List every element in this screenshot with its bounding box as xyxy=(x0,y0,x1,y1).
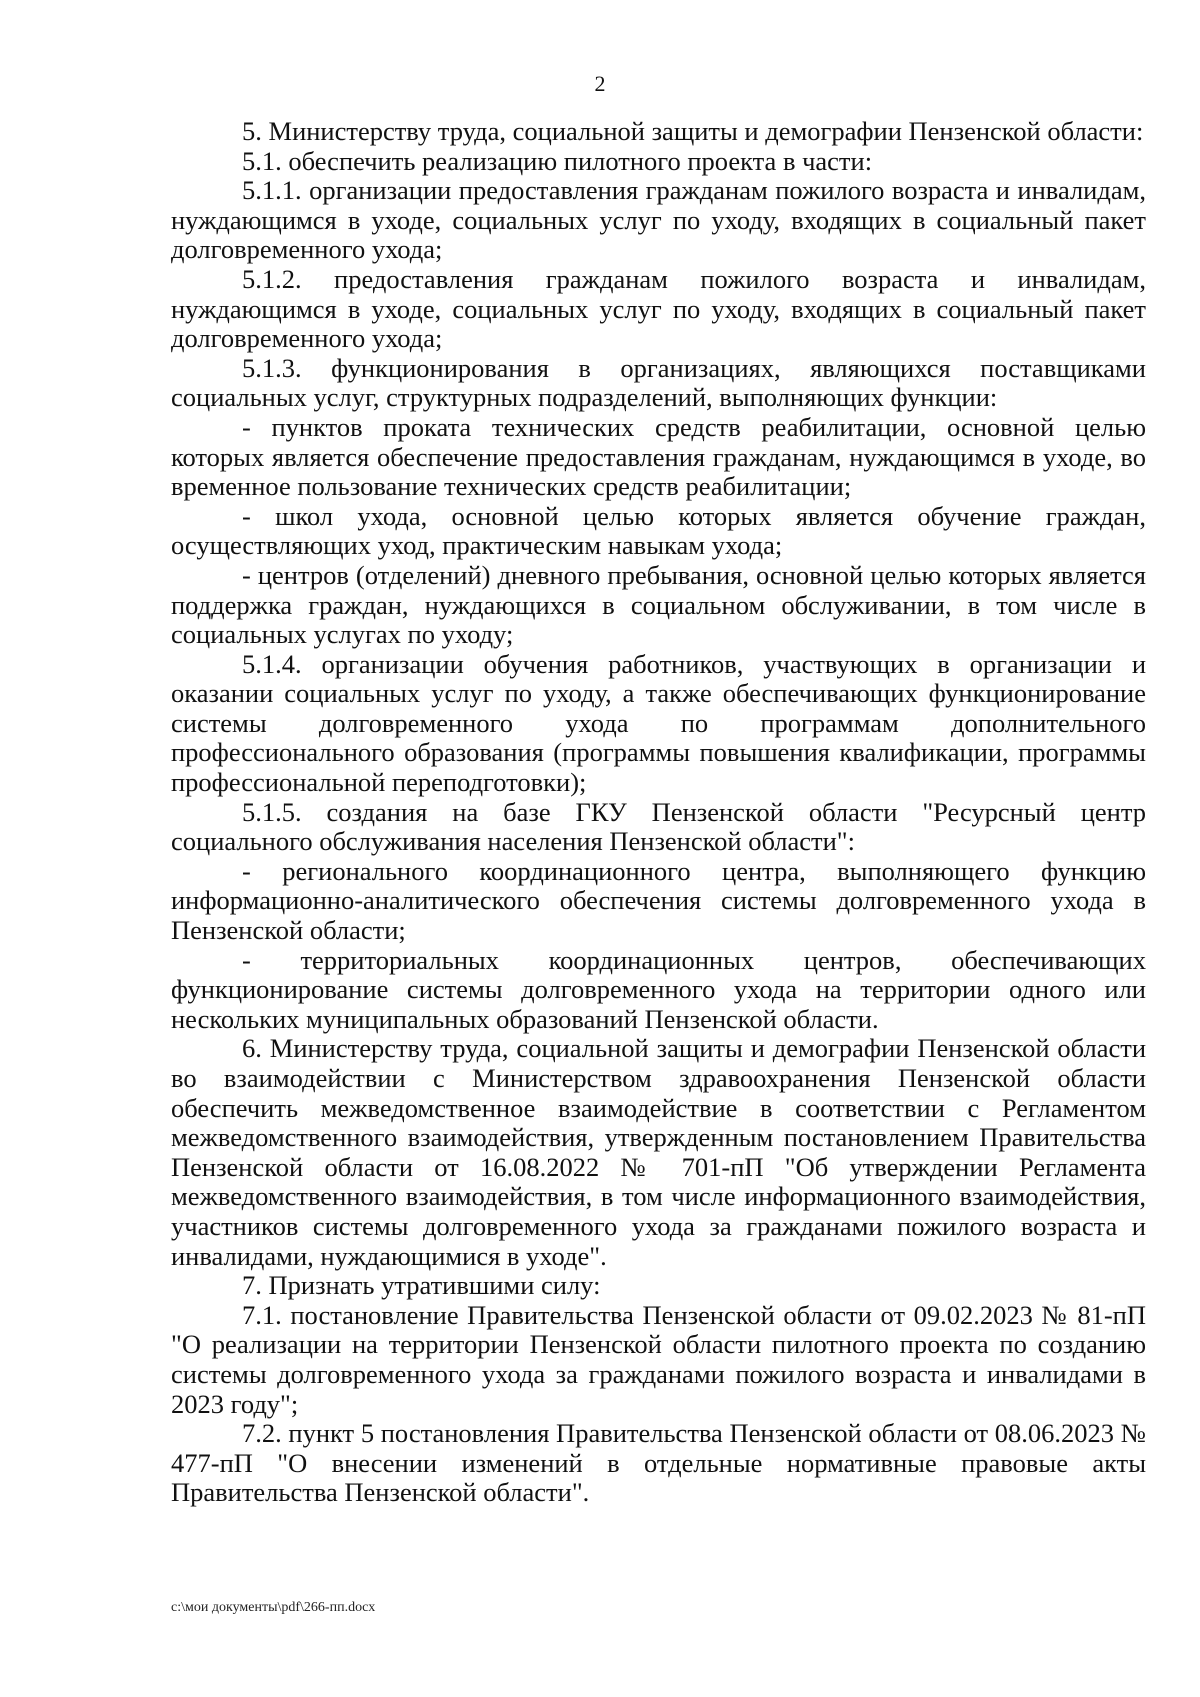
paragraph-5-1-2: 5.1.2. предоставления гражданам пожилого возраста и инвалидам, нуждающимся в уходе, социальных услуг по уходу, входящих в социальный пакет долговременного ухода; xyxy=(171,263,1146,354)
paragraph-5-1-1: 5.1.1. организации предоставления гражданам пожилого возраста и инвалидам, нуждающимся в уходе, социальных услуг по уходу, входящих в социальный пакет долговременного ухода; xyxy=(171,175,1146,265)
paragraph-5-1-5: 5.1.5. создания на базе ГКУ Пензенской области "Ресурсный центр социального обслуживания населения Пензенской области": xyxy=(171,796,1146,857)
paragraph-6: 6. Министерству труда, социальной защиты и демографии Пензенской области во взаимодействии с Министерством здравоохранения Пензенской области обеспечить межведомственное взаимодействие в соответствии с Регламентом межведомственного взаимодействия, утвержденным постановлением Правительства Пензенской области от 16.08.2022 № 701-пП "Об утверждении Регламента межведомственного взаимодействия, в том числе информационного взаимодействия, участников системы долговременного ухода за гражданами пожилого возраста и инвалидами, нуждающимися в уходе". xyxy=(171,1033,1146,1271)
paragraph-5-1: 5.1. обеспечить реализацию пилотного проекта в части: xyxy=(242,145,873,176)
paragraph-7-2: 7.2. пункт 5 постановления Правительства Пензенской области от 08.06.2023 № 477-пП "О внесении изменений в отдельные нормативные правовые акты Правительства Пензенской области". xyxy=(171,1418,1146,1508)
paragraph-7-1: 7.1. постановление Правительства Пензенской области от 09.02.2023 № 81-пП "О реализации на территории Пензенской области пилотного проекта по созданию системы долговременного ухода за гражданами пожилого возраста и инвалидами в 2023 году"; xyxy=(171,1299,1146,1419)
page-number: 2 xyxy=(594,71,606,96)
list-item-day-centers: - центров (отделений) дневного пребывания, основной целью которых является поддержка граждан, нуждающихся в социальном обслуживании, в том числе в социальных услугах по уходу; xyxy=(171,559,1146,650)
paragraph-5-1-4: 5.1.4. организации обучения работников, участвующих в организации и оказании социальных услуг по уходу, а также обеспечивающих функционирование системы долговременного ухода по программам дополнительного профессионального образования (программы повышения квалификации, программы профессиональной переподготовки); xyxy=(171,648,1146,798)
document-body xyxy=(171,117,1146,1508)
footer-file-path: c:\мои документы\pdf\266-пп.docx xyxy=(171,1600,376,1615)
paragraph-5-1-3: 5.1.3. функционирования в организациях, являющихся поставщиками социальных услуг, структурных подразделений, выполняющих функции: xyxy=(171,352,1146,413)
paragraph-7: 7. Признать утратившими силу: xyxy=(242,1270,601,1301)
list-item-regional-center: - регионального координационного центра, выполняющего функцию информационно-аналитического обеспечения системы долговременного ухода в Пензенской области; xyxy=(171,855,1146,946)
list-item-care-schools: - школ ухода, основной целью которых является обучение граждан, осуществляющих уход, практическим навыкам ухода; xyxy=(171,500,1146,561)
list-item-territorial-centers: - территориальных координационных центров, обеспечивающих функционирование системы долговременного ухода на территории одного или нескольких муниципальных образований Пензенской области. xyxy=(171,944,1146,1034)
list-item-rental-points: - пунктов проката технических средств реабилитации, основной целью которых является обеспечение предоставления гражданам, нуждающимся в уходе, во временное пользование технических средств реабилитации; xyxy=(171,411,1146,502)
paragraph-5: 5. Министерству труда, социальной защиты и демографии Пензенской области: xyxy=(242,116,1144,146)
